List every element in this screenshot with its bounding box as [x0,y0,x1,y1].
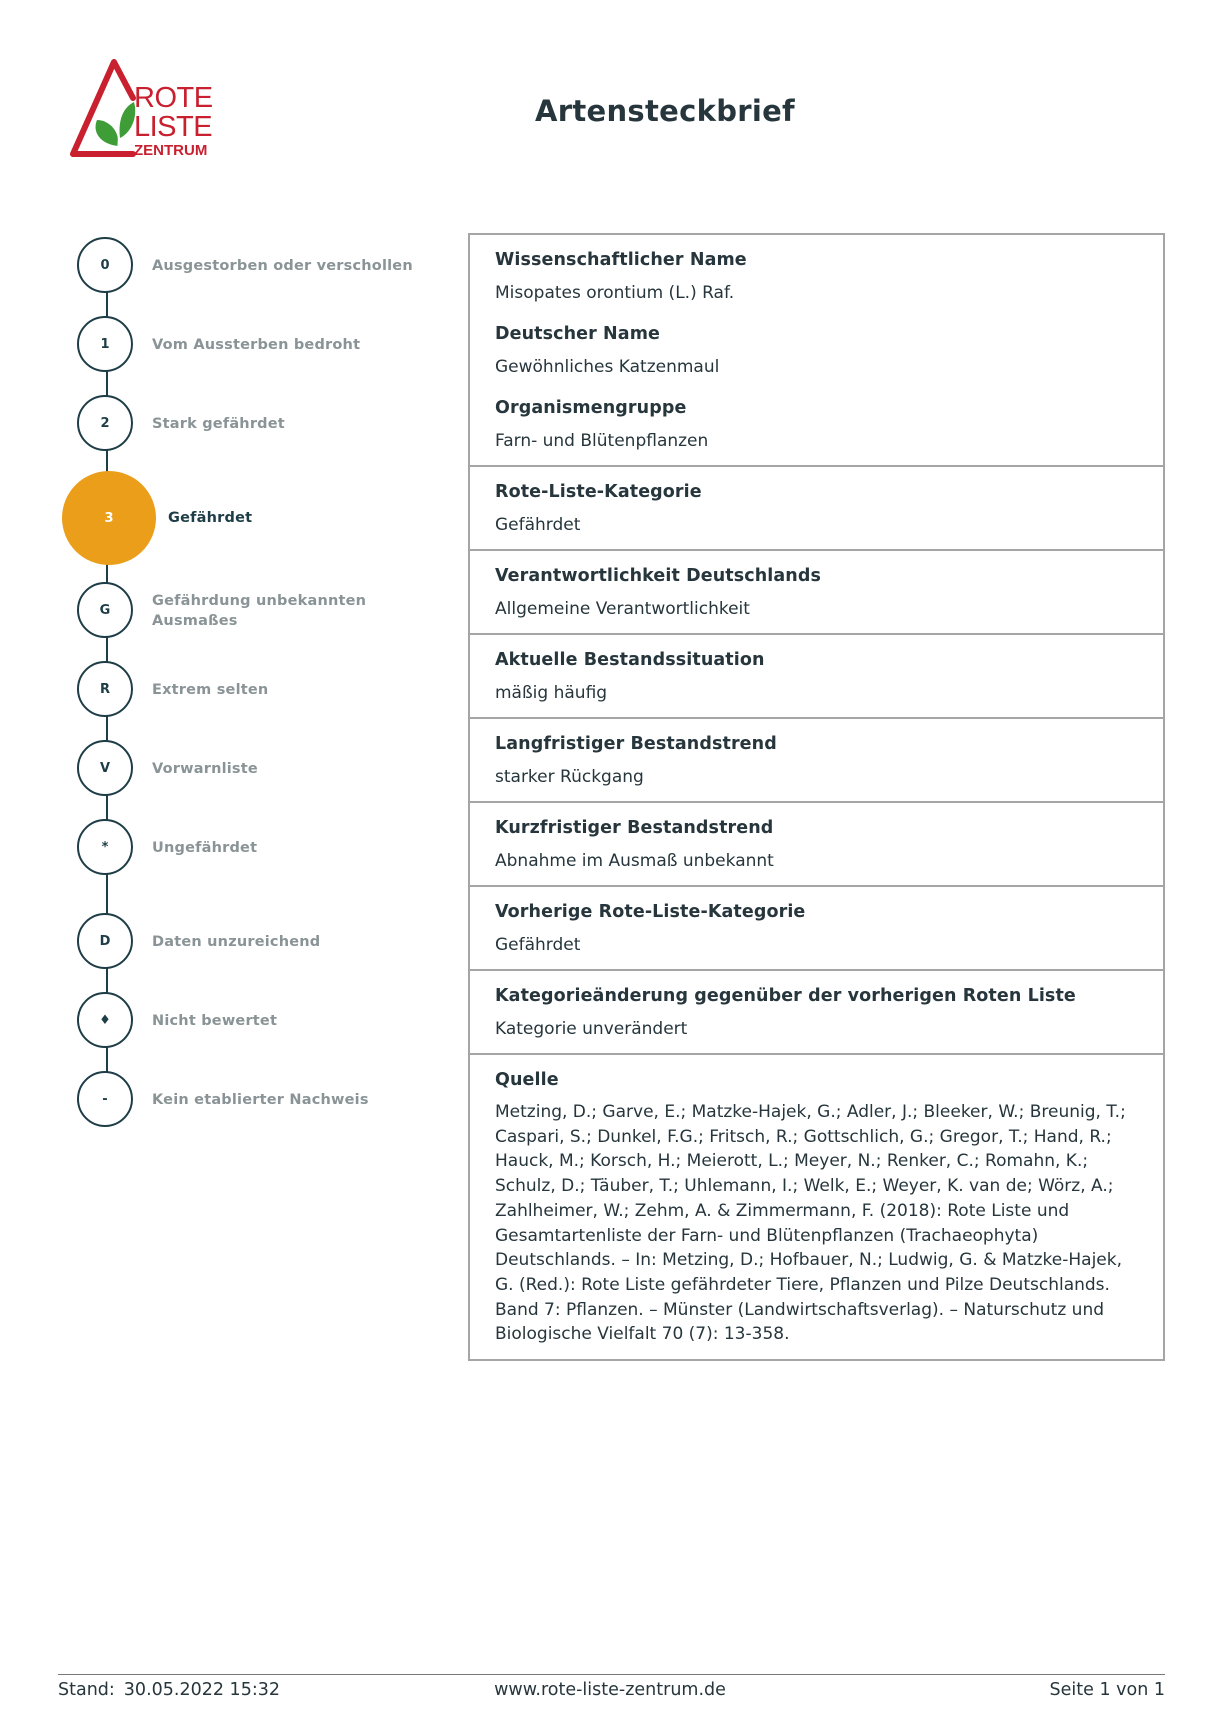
footer-divider [58,1674,1165,1675]
stand-label: Stand: [58,1680,115,1700]
logo-word-liste: LISTE [134,111,213,143]
short-term-trend-value: Abnahme im Ausmaß unbekannt [495,851,774,871]
current-status-value: mäßig häufig [495,683,608,703]
logo-word-zentrum: ZENTRUM [134,142,208,159]
category-circle-star: * [77,819,133,875]
long-term-trend-heading: Langfristiger Bestandstrend [495,734,777,754]
section-responsibility [470,549,1163,633]
category-label-dash: Kein etablierter Nachweis [152,1092,369,1108]
scientific-name-value: Misopates orontium (L.) Raf. [495,283,735,303]
section-current-status [470,633,1163,717]
responsibility-value: Allgemeine Verantwortlichkeit [495,599,750,619]
scientific-name-heading: Wissenschaftlicher Name [495,250,747,270]
category-circle-3-active: 3 [62,471,156,565]
category-label-star: Ungefährdet [152,840,258,856]
category-label-2: Stark gefährdet [152,416,285,432]
species-details-panel [468,233,1165,1361]
section-names [470,235,1163,465]
section-category-change [470,969,1163,1053]
category-label-d: Daten unzureichend [152,934,321,950]
category-change-value: Kategorie unverändert [495,1019,688,1039]
source-citation: Metzing, D.; Garve, E.; Matzke-Hajek, G.; Adler, J.; Bleeker, W.; Breunig, T.; Caspari, S.; Dunkel, F.G.; Fritsch, R.; Gottschlich, G.; Gregor, T.; Hand, R.; Hauck, M.; Korsch, H.; Meierott, L.; Meyer, N.; Renker, C.; Romahn, K.; Schulz, D.; Täuber, T.; Uhlemann, I.; Welk, E.; Weyer, K. van de; Wörz, A.; Zahlheimer, W.; Zehm, A. & Zimmermann, F. (2018): Rote Liste und Gesamtartenliste der Farn- und Blütenpflanzen (Trachaeophyta) Deutschlands. – In: Metzing, D.; Hofbauer, N.; Ludwig, G. & Matzke-Hajek, G. (Red.): Rote Liste gefährdeter Tiere, Pflanzen und Pilze Deutschlands. Band 7: Pflanzen. – Münster (Landwirtschaftsverlag). – Naturschutz und Biologische Vielfalt 70 (7): 13-358. [495,1102,1126,1345]
category-change-heading: Kategorieänderung gegenüber der vorherigen Roten Liste [495,986,1076,1006]
category-circle-v: V [77,740,133,796]
category-label-1: Vom Aussterben bedroht [152,337,361,353]
previous-category-value: Gefährdet [495,935,581,955]
german-name-heading: Deutscher Name [495,324,661,344]
previous-category-heading: Vorherige Rote-Liste-Kategorie [495,902,806,922]
category-circle-1: 1 [77,316,133,372]
category-label-g: Gefährdung unbekannten Ausmaßes [152,593,367,629]
category-circle-r: R [77,661,133,717]
long-term-trend-value: starker Rückgang [495,767,644,787]
organism-group-heading: Organismengruppe [495,398,687,418]
red-list-category-heading: Rote-Liste-Kategorie [495,482,702,502]
red-list-category-value: Gefährdet [495,515,581,535]
short-term-trend-heading: Kurzfristiger Bestandstrend [495,818,774,838]
footer-page-number: Seite 1 von 1 [1049,1680,1165,1700]
logo-word-rote: ROTE [134,82,213,114]
section-long-term-trend [470,717,1163,801]
footer-stand [58,1680,280,1700]
category-label-0: Ausgestorben oder verschollen [152,258,413,274]
category-circle-0: 0 [77,237,133,293]
section-red-list-category [470,465,1163,549]
page-title: Artensteckbrief [535,94,795,128]
category-label-diamond: Nicht bewertet [152,1013,278,1029]
organism-group-value: Farn- und Blütenpflanzen [495,431,709,451]
section-source [470,1053,1163,1359]
red-list-category-scale [62,0,462,1722]
category-label-3-active: Gefährdet [168,510,253,526]
responsibility-heading: Verantwortlichkeit Deutschlands [495,566,822,586]
category-label-r: Extrem selten [152,682,269,698]
section-previous-category [470,885,1163,969]
category-label-v: Vorwarnliste [152,761,258,777]
section-short-term-trend [470,801,1163,885]
footer-url: www.rote-liste-zentrum.de [494,1680,726,1700]
stand-timestamp: 30.05.2022 15:32 [123,1680,280,1700]
source-heading: Quelle [495,1070,559,1090]
category-circle-2: 2 [77,395,133,451]
category-circle-d: D [77,913,133,969]
current-status-heading: Aktuelle Bestandssituation [495,650,765,670]
category-circle-diamond: ♦ [77,992,133,1048]
category-circle-g: G [77,582,133,638]
german-name-value: Gewöhnliches Katzenmaul [495,357,720,377]
category-circle-dash: - [77,1071,133,1127]
